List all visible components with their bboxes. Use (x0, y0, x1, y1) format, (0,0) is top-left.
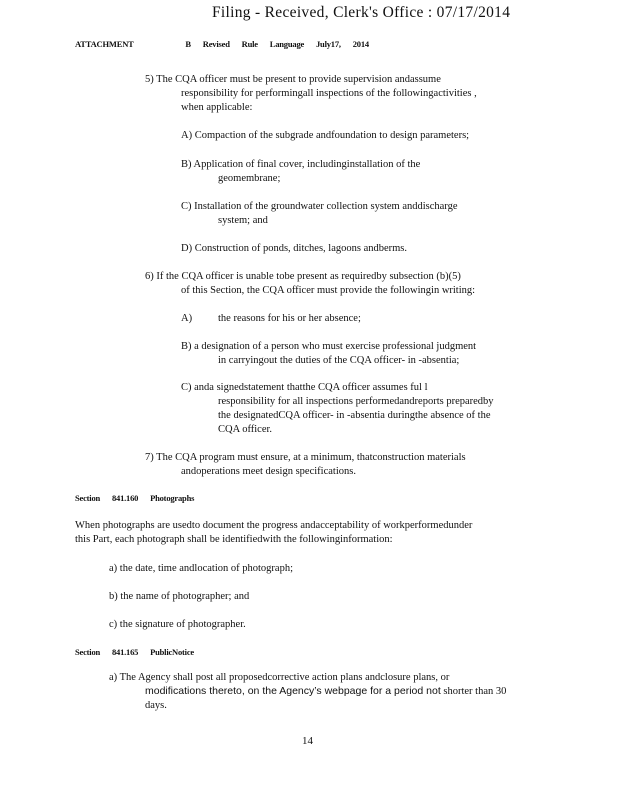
item-5-line-1: 5) The CQA officer must be present to provide supervision andassume (145, 74, 441, 85)
item-6c-line-1: C) anda signedstatement thatthe CQA officer assumes ful l (181, 382, 428, 393)
filing-header: Filing - Received, Clerk's Office : 07/17/2014 (212, 4, 511, 21)
item-6b-line-2: in carryingout the duties of the CQA officer- in -absentia; (218, 355, 460, 366)
item-5c-line-2: system; and (218, 215, 268, 226)
section-165-item-a-line-3: days. (145, 700, 167, 711)
section-160-intro-1: When photographs are usedto document the progress andacceptability of workperformedunder (75, 520, 473, 531)
item-6c-line-3: the designatedCQA officer- in -absentia duringthe absence of the (218, 410, 491, 421)
item-5a: A) Compaction of the subgrade andfoundation to design parameters; (181, 130, 470, 141)
section-160-heading: Section 841.160 Photographs (75, 493, 195, 503)
section-165-item-a-line-2-main: modifications thereto, on the Agency’s webpage for a period not (145, 685, 441, 697)
attachment-line (75, 39, 369, 49)
section-160-intro-2: this Part, each photograph shall be identifiedwith the followinginformation: (75, 534, 393, 545)
page-number: 14 (302, 735, 313, 747)
section-165-heading: Section 841.165 PublicNotice (75, 647, 194, 657)
item-6-line-2: of this Section, the CQA officer must provide the followingin writing: (181, 285, 476, 296)
item-6a-text: the reasons for his or her absence; (218, 313, 361, 324)
item-5-line-3: when applicable: (181, 102, 253, 113)
section-165-item-a-line-2 (145, 685, 506, 698)
item-7-line-2: andoperations meet design specifications. (181, 466, 356, 477)
item-5-line-2: responsibility for performingall inspections of the followingactivities , (181, 88, 477, 99)
item-6a-label: A) (181, 313, 193, 324)
section-160-item-a: a) the date, time andlocation of photograph; (109, 563, 293, 574)
section-160-item-c: c) the signature of photographer. (109, 619, 246, 630)
item-6-line-1: 6) If the CQA officer is unable tobe present as requiredby subsection (b)(5) (145, 271, 461, 282)
item-5c-line-1: C) Installation of the groundwater collection system anddischarge (181, 201, 458, 212)
item-5d: D) Construction of ponds, ditches, lagoons andberms. (181, 243, 408, 254)
section-165-item-a-line-1: a) The Agency shall post all proposedcorrective action plans andclosure plans, or (109, 672, 450, 683)
item-6c-line-2: responsibility for all inspections performedandreports preparedby (218, 396, 494, 407)
section-160-item-b: b) the name of photographer; and (109, 591, 250, 602)
item-6b-line-1: B) a designation of a person who must exercise professional judgment (181, 341, 477, 352)
item-7-line-1: 7) The CQA program must ensure, at a minimum, thatconstruction materials (145, 452, 466, 463)
item-5b-line-1: B) Application of final cover, includinginstallation of the (181, 159, 421, 170)
attachment-text: B Revised Rule Language July17, 2014 (185, 39, 369, 49)
item-6c-line-4: CQA officer. (218, 424, 273, 435)
attachment-label: ATTACHMENT (75, 39, 134, 49)
item-5b-line-2: geomembrane; (218, 173, 281, 184)
section-165-item-a-line-2-tail: shorter than 30 (443, 686, 507, 697)
